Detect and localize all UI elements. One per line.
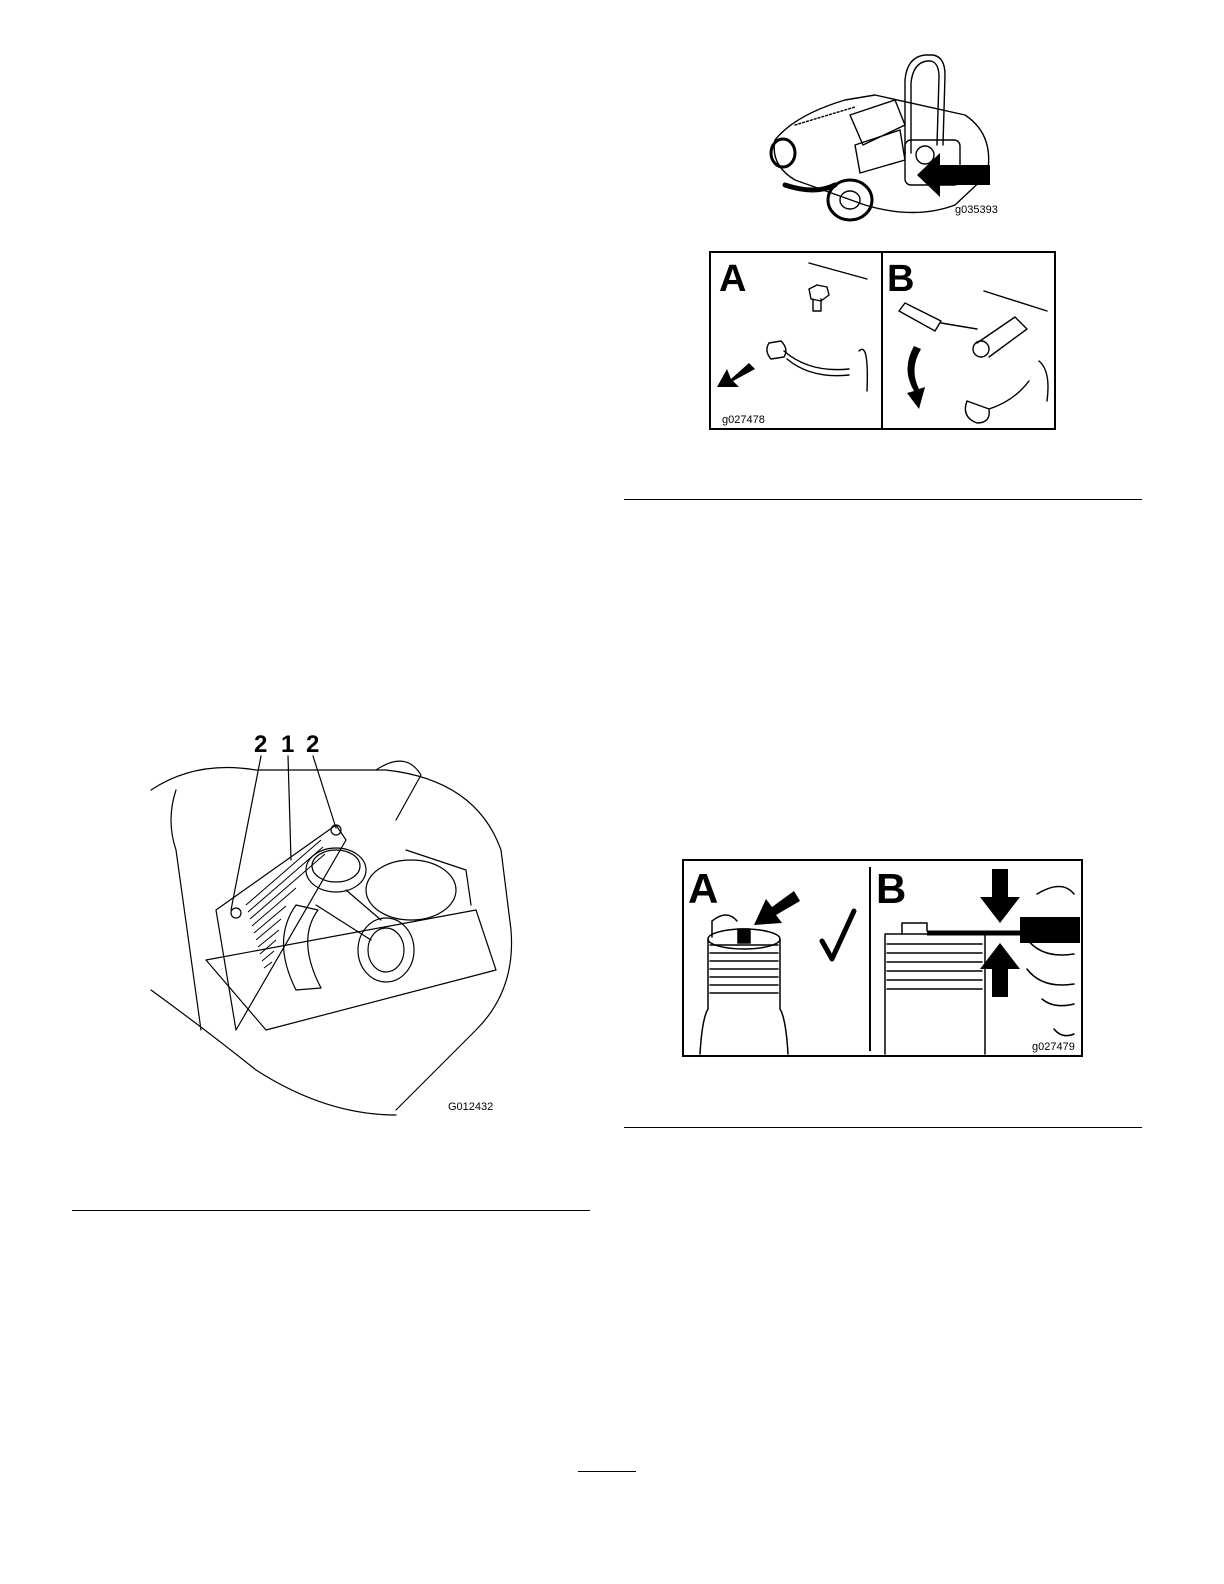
callout-2-left: 2 bbox=[254, 731, 268, 758]
mower-overview-figure bbox=[755, 45, 1015, 230]
panel-label-a: A bbox=[719, 258, 747, 300]
figure-code-g027479: g027479 bbox=[1032, 1041, 1075, 1053]
figure-code-g035393: g035393 bbox=[955, 204, 998, 216]
spark-plug-gap-figure bbox=[682, 859, 1083, 1057]
panel-label-b: B bbox=[876, 865, 907, 912]
page-footer-rule bbox=[578, 1471, 636, 1472]
figure-code-g012432: G012432 bbox=[448, 1101, 494, 1113]
section-divider bbox=[624, 1127, 1142, 1128]
figure-code-g027478: g027478 bbox=[722, 414, 765, 426]
panel-label-b: B bbox=[887, 258, 915, 300]
spark-wire-removal-figure bbox=[709, 251, 1056, 430]
section-divider bbox=[624, 499, 1142, 500]
engine-shroud-figure bbox=[146, 730, 526, 1120]
callout-1: 1 bbox=[281, 731, 295, 758]
panel-label-a: A bbox=[688, 865, 719, 912]
section-divider bbox=[72, 1210, 590, 1211]
callout-2-right: 2 bbox=[306, 731, 320, 758]
